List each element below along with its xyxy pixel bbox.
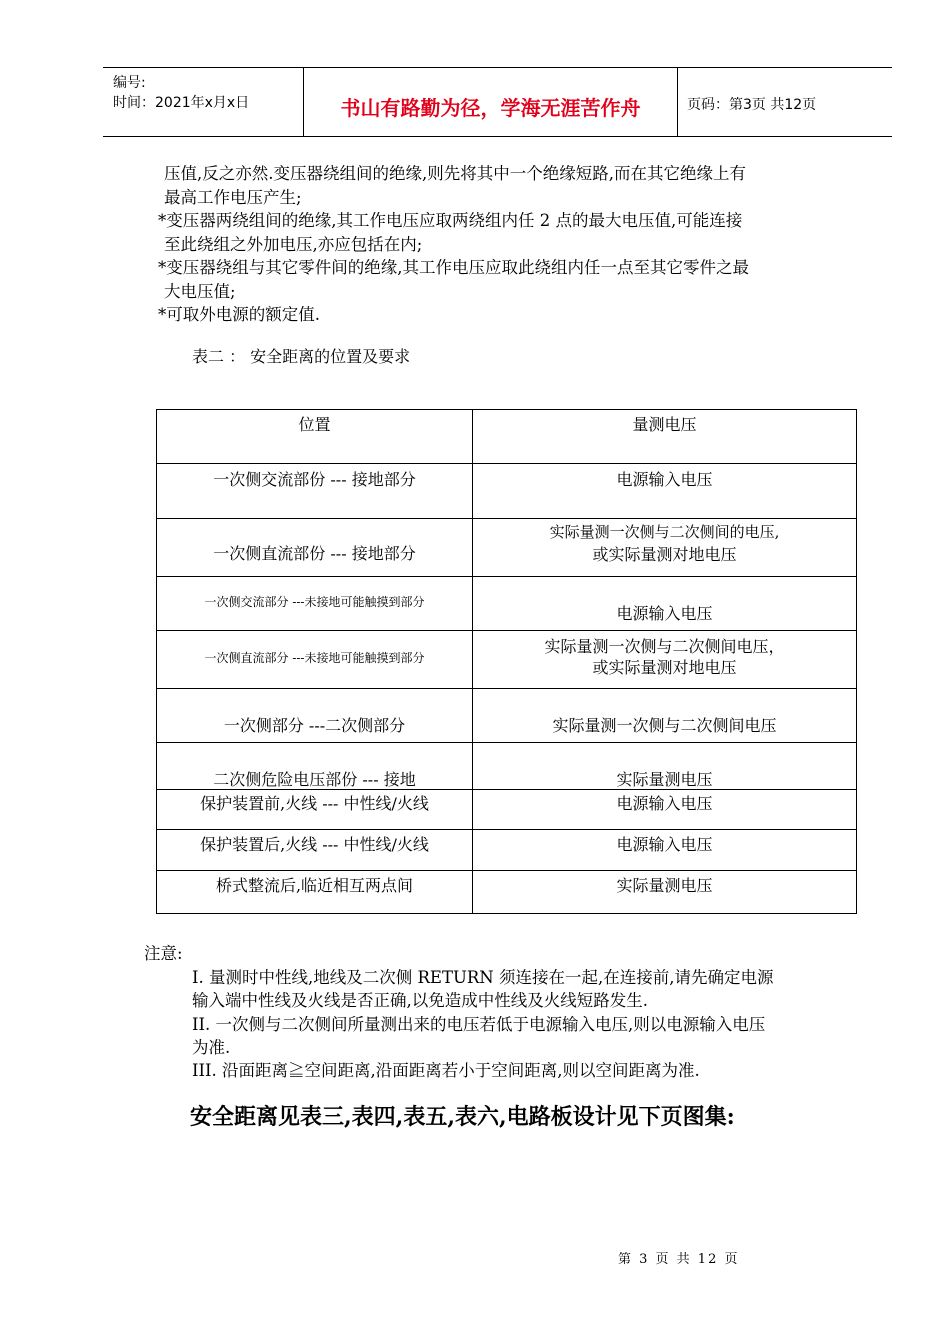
table-row bbox=[157, 689, 857, 743]
number-label: 编号: bbox=[113, 75, 146, 91]
table-cell: 一次侧交流部份 --- 接地部分 bbox=[157, 464, 473, 519]
table-row bbox=[157, 743, 857, 790]
page-footer: 第 3 页 共 12 页 bbox=[618, 1252, 740, 1267]
table-cell: 电源输入电压 bbox=[473, 577, 857, 631]
table-cell: 实际量测一次侧与二次侧间电压， 或实际量测对地电压 bbox=[473, 631, 857, 689]
paragraph-line: 压值,反之亦然.变压器绕组间的绝缘,则先将其中一个绝缘短路,而在其它绝缘上有 bbox=[164, 164, 746, 183]
paragraph-line: 大电压值; bbox=[164, 282, 236, 301]
note-line: I. 量测时中性线,地线及二次侧 RETURN 须连接在一起,在连接前,请先确定电源 bbox=[192, 968, 774, 987]
page-header bbox=[103, 67, 892, 137]
table-cell: 实际量测电压 bbox=[473, 743, 857, 790]
table-cell: 桥式整流后,临近相互两点间 bbox=[157, 871, 473, 914]
table-cell: 电源输入电压 bbox=[473, 790, 857, 830]
table-caption: 表二 ： 安全距离的位置及要求 bbox=[192, 347, 411, 366]
table-cell: 电源输入电压 bbox=[473, 464, 857, 519]
table-cell: 一次侧交流部分 ---未接地可能触摸到部分 bbox=[157, 577, 473, 631]
table-cell: 一次侧直流部份 --- 接地部分 bbox=[157, 519, 473, 577]
note-line: III. 沿面距离≧空间距离,沿面距离若小于空间距离,则以空间距离为准. bbox=[192, 1061, 700, 1080]
table-cell: 保护装置前,火线 --- 中性线/火线 bbox=[157, 790, 473, 830]
paragraph-line: 至此绕组之外加电压,亦应包括在内; bbox=[164, 235, 423, 254]
notes-title: 注意: bbox=[144, 944, 183, 963]
table-cell: 实际量测一次侧与二次侧间的电压, 或实际量测对地电压 bbox=[473, 519, 857, 577]
table-cell: 一次侧直流部分 ---未接地可能触摸到部分 bbox=[157, 631, 473, 689]
paragraph-line: *变压器绕组与其它零件间的绝缘,其工作电压应取此绕组内任一点至其它零件之最 bbox=[158, 258, 749, 277]
paragraph-line: 最高工作电压产生; bbox=[164, 188, 302, 207]
note-line: II. 一次侧与二次侧间所量测出来的电压若低于电源输入电压,则以电源输入电压 bbox=[192, 1015, 766, 1034]
table-row bbox=[157, 830, 857, 871]
paragraph-line: *可取外电源的额定值. bbox=[158, 305, 320, 324]
safety-distance-table bbox=[156, 409, 857, 914]
table-header-cell: 量测电压 bbox=[473, 410, 857, 464]
motto: 书山有路勤为径，学海无涯苦作舟 bbox=[340, 96, 641, 120]
table-cell: 保护装置后,火线 --- 中性线/火线 bbox=[157, 830, 473, 871]
table-cell: 电源输入电压 bbox=[473, 830, 857, 871]
table-row bbox=[157, 519, 857, 577]
note-line: 输入端中性线及火线是否正确,以免造成中性线及火线短路发生. bbox=[192, 991, 648, 1010]
table-cell: 实际量测一次侧与二次侧间电压 bbox=[473, 689, 857, 743]
table-row bbox=[157, 871, 857, 914]
table-row bbox=[157, 577, 857, 631]
paragraph-line: *变压器两绕组间的绝缘,其工作电压应取两绕组内任 2 点的最大电压值,可能连接 bbox=[158, 211, 743, 230]
header-meta bbox=[103, 68, 303, 136]
page-number-label: 页码：第3页 共12页 bbox=[687, 97, 817, 113]
table-header-cell: 位置 bbox=[157, 410, 473, 464]
table-row bbox=[157, 790, 857, 830]
time-label: 时间：2021年x月x日 bbox=[113, 95, 250, 111]
table-row bbox=[157, 631, 857, 689]
closing-heading: 安全距离见表三,表四,表五,表六,电路板设计见下页图集: bbox=[190, 1104, 735, 1130]
table-cell: 一次侧部分 ---二次侧部分 bbox=[157, 689, 473, 743]
table-header-row bbox=[157, 410, 857, 464]
header-page-cell bbox=[677, 68, 892, 136]
note-line: 为准. bbox=[192, 1038, 231, 1057]
header-motto-cell bbox=[303, 68, 678, 136]
table-cell: 二次侧危险电压部份 --- 接地 bbox=[157, 743, 473, 790]
table-cell: 实际量测电压 bbox=[473, 871, 857, 914]
table-row bbox=[157, 464, 857, 519]
